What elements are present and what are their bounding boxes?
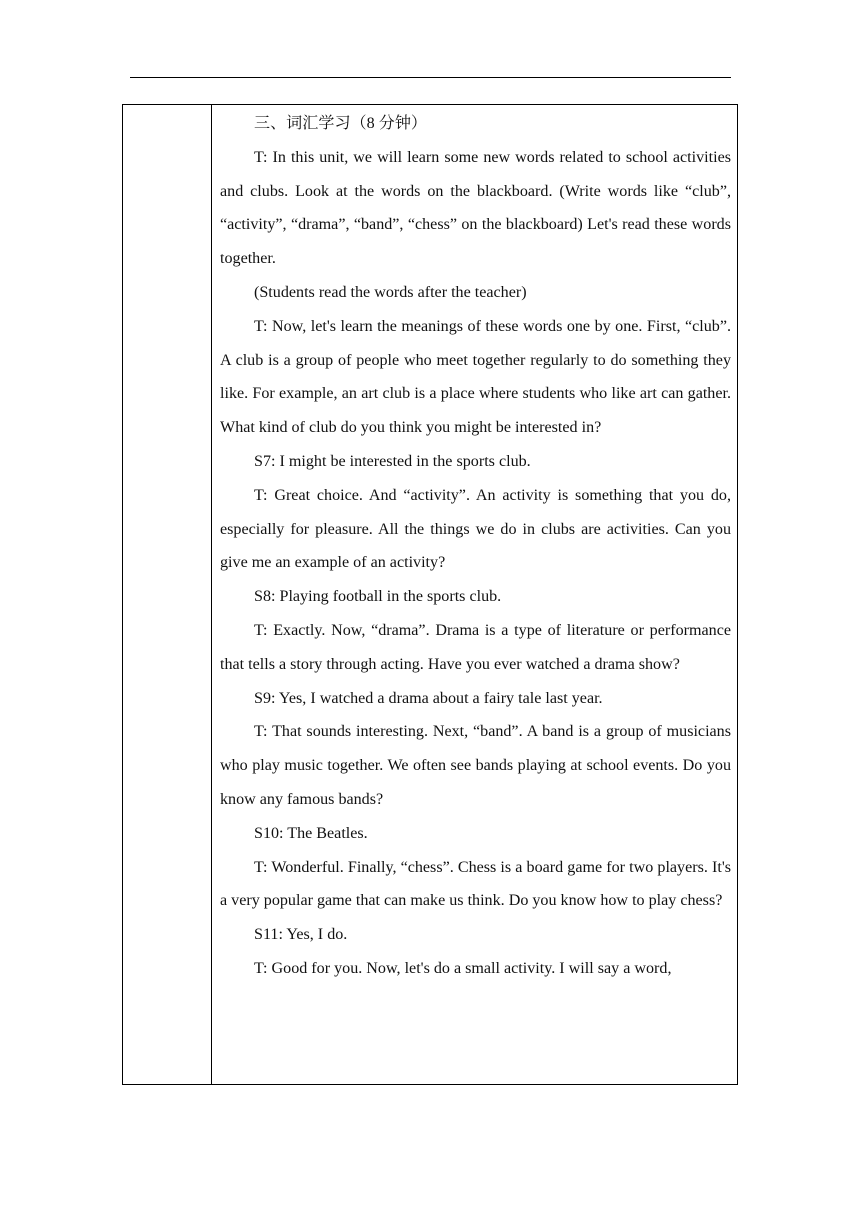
paragraph-11: T: Wonderful. Finally, “chess”. Chess is a board game for two players. It's a very popular game that can make us think. Do you know how to play chess? xyxy=(220,858,731,910)
lesson-plan-table xyxy=(122,104,738,1085)
paragraph-12: S11: Yes, I do. xyxy=(254,926,348,944)
paragraph-13: T: Good for you. Now, let's do a small activity. I will say a word, xyxy=(254,959,672,977)
paragraph-4: S7: I might be interested in the sports club. xyxy=(254,452,531,470)
paragraph-5: T: Great choice. And “activity”. An activity is something that you do, especially for pleasure. All the things we do in clubs are activities. Can you give me an example of an activity? xyxy=(220,486,731,572)
section-heading: 三、词汇学习（8 分钟） xyxy=(254,115,428,132)
paragraph-7: T: Exactly. Now, “drama”. Drama is a type of literature or performance that tells a story through acting. Have you ever watched a drama show? xyxy=(220,621,731,673)
paragraph-3: T: Now, let's learn the meanings of these words one by one. First, “club”. A club is a group of people who meet together regularly to do something they like. For example, an art club is a place where students who like art can gather. What kind of club do you think you might be interested in? xyxy=(220,317,731,437)
paragraph-2: (Students read the words after the teacher) xyxy=(254,283,527,301)
header-rule xyxy=(130,77,731,78)
table-left-cell xyxy=(123,105,212,1084)
table-content-cell xyxy=(213,105,737,1084)
paragraph-10: S10: The Beatles. xyxy=(254,824,368,842)
paragraph-1: T: In this unit, we will learn some new words related to school activities and clubs. Look at the words on the blackboard. (Write words like “club”, “activity”, “drama”, “band”, “chess” on the blackboard) Let's read these words together. xyxy=(220,148,731,268)
paragraph-9: T: That sounds interesting. Next, “band”. A band is a group of musicians who play music together. We often see bands playing at school events. Do you know any famous bands? xyxy=(220,723,731,808)
paragraph-6: S8: Playing football in the sports club. xyxy=(254,588,502,606)
paragraph-8: S9: Yes, I watched a drama about a fairy tale last year. xyxy=(254,689,603,707)
